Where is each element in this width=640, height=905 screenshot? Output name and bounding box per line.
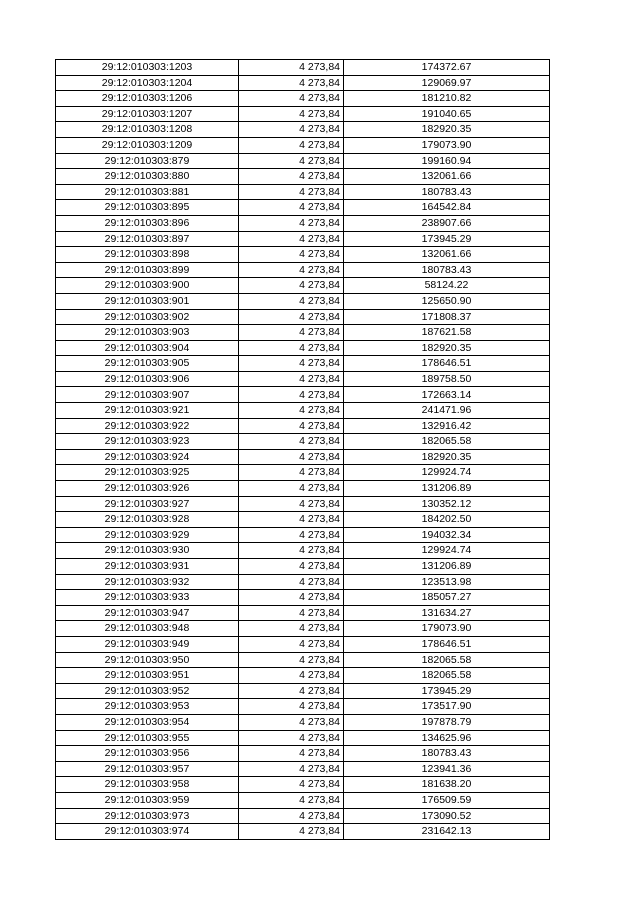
cadastral-number-cell: 29:12:010303:932 <box>56 574 239 590</box>
cadastral-number-cell: 29:12:010303:950 <box>56 652 239 668</box>
area-cell: 4 273,84 <box>239 527 344 543</box>
cadastral-number-cell: 29:12:010303:959 <box>56 792 239 808</box>
table-row <box>56 215 550 231</box>
area-cell: 4 273,84 <box>239 403 344 419</box>
cadastral-number-cell: 29:12:010303:951 <box>56 668 239 684</box>
cadastral-number-cell: 29:12:010303:896 <box>56 215 239 231</box>
table-row <box>56 527 550 543</box>
cadastral-number-cell: 29:12:010303:974 <box>56 824 239 840</box>
cadastral-number-cell: 29:12:010303:949 <box>56 636 239 652</box>
value-cell: 182920.35 <box>344 340 550 356</box>
area-cell: 4 273,84 <box>239 605 344 621</box>
table-row <box>56 153 550 169</box>
table-row <box>56 730 550 746</box>
cadastral-number-cell: 29:12:010303:907 <box>56 387 239 403</box>
table-row <box>56 824 550 840</box>
table-row <box>56 387 550 403</box>
cadastral-table <box>55 59 550 840</box>
cadastral-number-cell: 29:12:010303:927 <box>56 496 239 512</box>
cadastral-number-cell: 29:12:010303:952 <box>56 683 239 699</box>
value-cell: 132916.42 <box>344 418 550 434</box>
cadastral-number-cell: 29:12:010303:895 <box>56 200 239 216</box>
cadastral-number-cell: 29:12:010303:1206 <box>56 91 239 107</box>
value-cell: 179073.90 <box>344 137 550 153</box>
cadastral-number-cell: 29:12:010303:930 <box>56 543 239 559</box>
area-cell: 4 273,84 <box>239 824 344 840</box>
cadastral-number-cell: 29:12:010303:1204 <box>56 75 239 91</box>
area-cell: 4 273,84 <box>239 496 344 512</box>
cadastral-number-cell: 29:12:010303:903 <box>56 325 239 341</box>
value-cell: 173945.29 <box>344 231 550 247</box>
value-cell: 171808.37 <box>344 309 550 325</box>
value-cell: 131206.89 <box>344 481 550 497</box>
table-row <box>56 543 550 559</box>
cadastral-number-cell: 29:12:010303:901 <box>56 293 239 309</box>
cadastral-number-cell: 29:12:010303:922 <box>56 418 239 434</box>
value-cell: 178646.51 <box>344 356 550 372</box>
table-row <box>56 278 550 294</box>
value-cell: 132061.66 <box>344 169 550 185</box>
cadastral-number-cell: 29:12:010303:1207 <box>56 106 239 122</box>
value-cell: 182065.58 <box>344 652 550 668</box>
value-cell: 125650.90 <box>344 293 550 309</box>
table-row <box>56 418 550 434</box>
cadastral-number-cell: 29:12:010303:921 <box>56 403 239 419</box>
area-cell: 4 273,84 <box>239 418 344 434</box>
area-cell: 4 273,84 <box>239 621 344 637</box>
value-cell: 123513.98 <box>344 574 550 590</box>
table-row <box>56 325 550 341</box>
cadastral-number-cell: 29:12:010303:957 <box>56 761 239 777</box>
value-cell: 179073.90 <box>344 621 550 637</box>
value-cell: 164542.84 <box>344 200 550 216</box>
table-row <box>56 309 550 325</box>
value-cell: 173517.90 <box>344 699 550 715</box>
area-cell: 4 273,84 <box>239 777 344 793</box>
area-cell: 4 273,84 <box>239 792 344 808</box>
cadastral-number-cell: 29:12:010303:1203 <box>56 60 239 76</box>
table-row <box>56 247 550 263</box>
table-row <box>56 122 550 138</box>
area-cell: 4 273,84 <box>239 543 344 559</box>
table-row <box>56 699 550 715</box>
value-cell: 180783.43 <box>344 746 550 762</box>
area-cell: 4 273,84 <box>239 808 344 824</box>
table-row <box>56 75 550 91</box>
area-cell: 4 273,84 <box>239 356 344 372</box>
table-row <box>56 792 550 808</box>
area-cell: 4 273,84 <box>239 293 344 309</box>
area-cell: 4 273,84 <box>239 574 344 590</box>
value-cell: 123941.36 <box>344 761 550 777</box>
value-cell: 231642.13 <box>344 824 550 840</box>
cadastral-number-cell: 29:12:010303:904 <box>56 340 239 356</box>
area-cell: 4 273,84 <box>239 714 344 730</box>
value-cell: 131634.27 <box>344 605 550 621</box>
table-row <box>56 668 550 684</box>
area-cell: 4 273,84 <box>239 683 344 699</box>
cadastral-number-cell: 29:12:010303:924 <box>56 449 239 465</box>
area-cell: 4 273,84 <box>239 387 344 403</box>
cadastral-number-cell: 29:12:010303:926 <box>56 481 239 497</box>
area-cell: 4 273,84 <box>239 169 344 185</box>
cadastral-number-cell: 29:12:010303:955 <box>56 730 239 746</box>
area-cell: 4 273,84 <box>239 325 344 341</box>
table-row <box>56 559 550 575</box>
area-cell: 4 273,84 <box>239 309 344 325</box>
value-cell: 172663.14 <box>344 387 550 403</box>
area-cell: 4 273,84 <box>239 122 344 138</box>
area-cell: 4 273,84 <box>239 761 344 777</box>
value-cell: 197878.79 <box>344 714 550 730</box>
value-cell: 189758.50 <box>344 371 550 387</box>
cadastral-number-cell: 29:12:010303:898 <box>56 247 239 263</box>
cadastral-number-cell: 29:12:010303:929 <box>56 527 239 543</box>
area-cell: 4 273,84 <box>239 668 344 684</box>
area-cell: 4 273,84 <box>239 262 344 278</box>
value-cell: 134625.96 <box>344 730 550 746</box>
value-cell: 238907.66 <box>344 215 550 231</box>
table-row <box>56 465 550 481</box>
table-row <box>56 293 550 309</box>
cadastral-number-cell: 29:12:010303:1208 <box>56 122 239 138</box>
area-cell: 4 273,84 <box>239 730 344 746</box>
cadastral-number-cell: 29:12:010303:900 <box>56 278 239 294</box>
area-cell: 4 273,84 <box>239 481 344 497</box>
table-row <box>56 169 550 185</box>
table-row <box>56 746 550 762</box>
area-cell: 4 273,84 <box>239 652 344 668</box>
cadastral-number-cell: 29:12:010303:947 <box>56 605 239 621</box>
area-cell: 4 273,84 <box>239 278 344 294</box>
value-cell: 176509.59 <box>344 792 550 808</box>
cadastral-number-cell: 29:12:010303:1209 <box>56 137 239 153</box>
value-cell: 184202.50 <box>344 512 550 528</box>
area-cell: 4 273,84 <box>239 636 344 652</box>
area-cell: 4 273,84 <box>239 434 344 450</box>
area-cell: 4 273,84 <box>239 184 344 200</box>
cadastral-number-cell: 29:12:010303:954 <box>56 714 239 730</box>
value-cell: 187621.58 <box>344 325 550 341</box>
area-cell: 4 273,84 <box>239 559 344 575</box>
table-row <box>56 200 550 216</box>
value-cell: 181210.82 <box>344 91 550 107</box>
table-row <box>56 231 550 247</box>
value-cell: 173090.52 <box>344 808 550 824</box>
value-cell: 180783.43 <box>344 262 550 278</box>
table-row <box>56 403 550 419</box>
area-cell: 4 273,84 <box>239 590 344 606</box>
area-cell: 4 273,84 <box>239 106 344 122</box>
area-cell: 4 273,84 <box>239 153 344 169</box>
table-row <box>56 605 550 621</box>
value-cell: 131206.89 <box>344 559 550 575</box>
table-row <box>56 340 550 356</box>
area-cell: 4 273,84 <box>239 75 344 91</box>
cadastral-number-cell: 29:12:010303:905 <box>56 356 239 372</box>
area-cell: 4 273,84 <box>239 512 344 528</box>
value-cell: 181638.20 <box>344 777 550 793</box>
area-cell: 4 273,84 <box>239 746 344 762</box>
table-row <box>56 621 550 637</box>
table-row <box>56 184 550 200</box>
value-cell: 182065.58 <box>344 668 550 684</box>
value-cell: 182920.35 <box>344 449 550 465</box>
table-row <box>56 371 550 387</box>
table-row <box>56 356 550 372</box>
value-cell: 174372.67 <box>344 60 550 76</box>
value-cell: 182065.58 <box>344 434 550 450</box>
cadastral-number-cell: 29:12:010303:881 <box>56 184 239 200</box>
area-cell: 4 273,84 <box>239 340 344 356</box>
area-cell: 4 273,84 <box>239 699 344 715</box>
cadastral-number-cell: 29:12:010303:897 <box>56 231 239 247</box>
table-body <box>56 60 550 840</box>
area-cell: 4 273,84 <box>239 449 344 465</box>
cadastral-number-cell: 29:12:010303:923 <box>56 434 239 450</box>
value-cell: 178646.51 <box>344 636 550 652</box>
area-cell: 4 273,84 <box>239 247 344 263</box>
table-row <box>56 60 550 76</box>
area-cell: 4 273,84 <box>239 215 344 231</box>
value-cell: 173945.29 <box>344 683 550 699</box>
value-cell: 199160.94 <box>344 153 550 169</box>
area-cell: 4 273,84 <box>239 465 344 481</box>
cadastral-number-cell: 29:12:010303:880 <box>56 169 239 185</box>
value-cell: 129069.97 <box>344 75 550 91</box>
value-cell: 58124.22 <box>344 278 550 294</box>
value-cell: 132061.66 <box>344 247 550 263</box>
cadastral-number-cell: 29:12:010303:948 <box>56 621 239 637</box>
cadastral-number-cell: 29:12:010303:928 <box>56 512 239 528</box>
area-cell: 4 273,84 <box>239 137 344 153</box>
area-cell: 4 273,84 <box>239 200 344 216</box>
table-row <box>56 714 550 730</box>
table-row <box>56 137 550 153</box>
table-row <box>56 481 550 497</box>
area-cell: 4 273,84 <box>239 371 344 387</box>
value-cell: 129924.74 <box>344 465 550 481</box>
area-cell: 4 273,84 <box>239 231 344 247</box>
table-row <box>56 808 550 824</box>
table-row <box>56 262 550 278</box>
value-cell: 241471.96 <box>344 403 550 419</box>
cadastral-number-cell: 29:12:010303:906 <box>56 371 239 387</box>
cadastral-number-cell: 29:12:010303:973 <box>56 808 239 824</box>
value-cell: 180783.43 <box>344 184 550 200</box>
value-cell: 185057.27 <box>344 590 550 606</box>
table-row <box>56 512 550 528</box>
value-cell: 182920.35 <box>344 122 550 138</box>
table-row <box>56 652 550 668</box>
table-row <box>56 683 550 699</box>
cadastral-number-cell: 29:12:010303:956 <box>56 746 239 762</box>
cadastral-number-cell: 29:12:010303:933 <box>56 590 239 606</box>
table-row <box>56 496 550 512</box>
table-row <box>56 777 550 793</box>
table-row <box>56 761 550 777</box>
value-cell: 130352.12 <box>344 496 550 512</box>
table-row <box>56 106 550 122</box>
area-cell: 4 273,84 <box>239 91 344 107</box>
cadastral-number-cell: 29:12:010303:931 <box>56 559 239 575</box>
table-row <box>56 574 550 590</box>
table-row <box>56 91 550 107</box>
table-row <box>56 449 550 465</box>
table-row <box>56 434 550 450</box>
cadastral-number-cell: 29:12:010303:925 <box>56 465 239 481</box>
cadastral-number-cell: 29:12:010303:899 <box>56 262 239 278</box>
table-row <box>56 590 550 606</box>
value-cell: 191040.65 <box>344 106 550 122</box>
table-row <box>56 636 550 652</box>
cadastral-number-cell: 29:12:010303:958 <box>56 777 239 793</box>
value-cell: 129924.74 <box>344 543 550 559</box>
value-cell: 194032.34 <box>344 527 550 543</box>
cadastral-number-cell: 29:12:010303:902 <box>56 309 239 325</box>
cadastral-number-cell: 29:12:010303:879 <box>56 153 239 169</box>
area-cell: 4 273,84 <box>239 60 344 76</box>
cadastral-number-cell: 29:12:010303:953 <box>56 699 239 715</box>
